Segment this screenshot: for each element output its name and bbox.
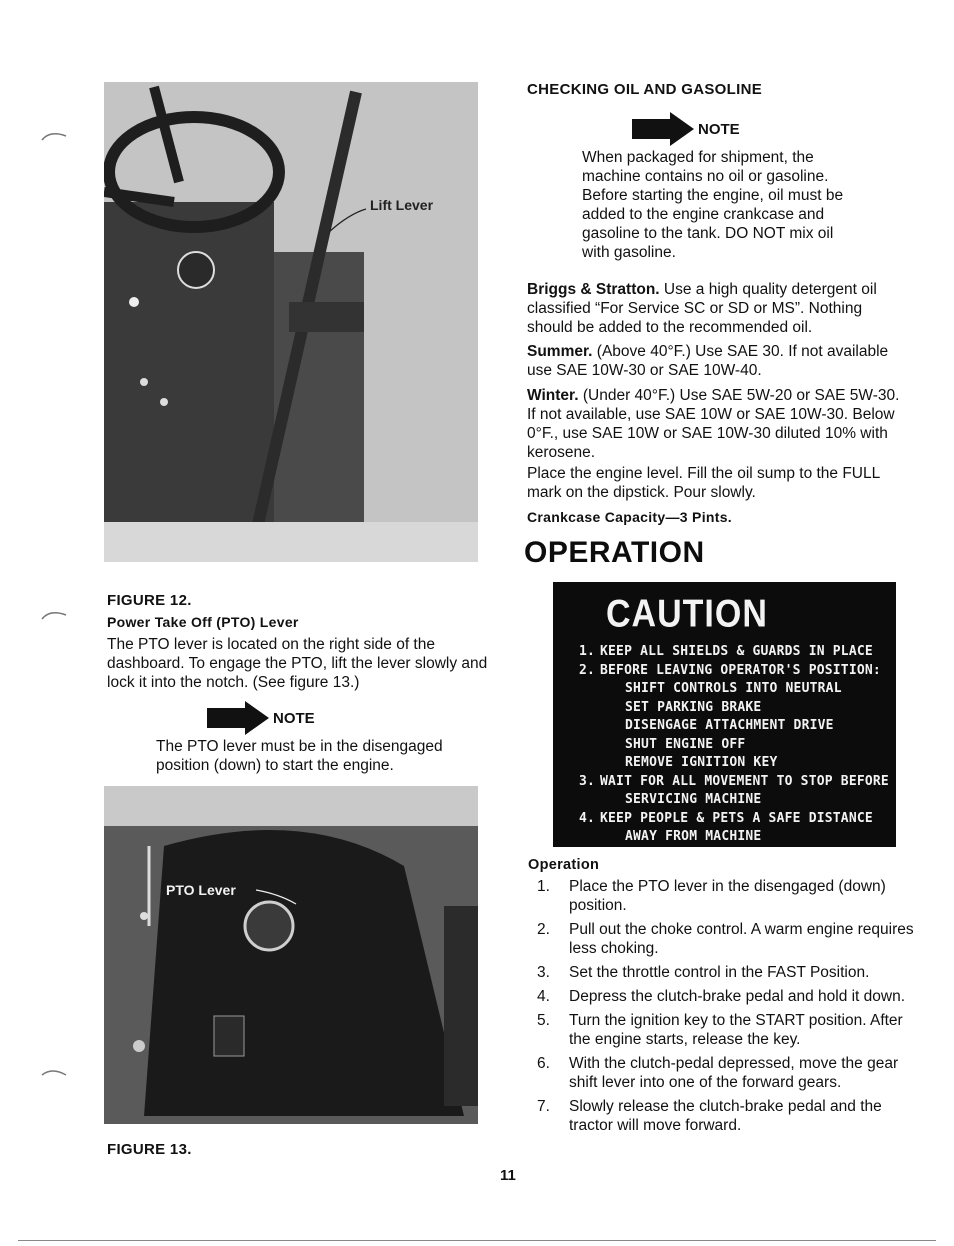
- operation-title: OPERATION: [524, 536, 705, 569]
- summer-label: Summer.: [527, 343, 593, 360]
- summer-text: (Above 40°F.) Use SAE 30. If not available use SAE 10W-30 or SAE 10W-40.: [527, 343, 889, 379]
- caution-item-continuation: AWAY FROM MACHINE: [625, 829, 762, 844]
- caution-item: 2. BEFORE LEAVING OPERATOR'S POSITION:: [578, 662, 881, 678]
- caution-subitem: SHIFT CONTROLS INTO NEUTRAL: [625, 681, 842, 696]
- caution-subitem: DISENGAGE ATTACHMENT DRIVE: [625, 718, 834, 733]
- list-item: 5. Turn the ignition key to the START position. After the engine starts, release the key.: [537, 1012, 903, 1048]
- margin-mark: [40, 607, 70, 621]
- pto-lever-subheading: Power Take Off (PTO) Lever: [107, 614, 299, 630]
- briggs-text: Use a high quality detergent oil classified “For Service SC or SD or MS”. Nothing should be added to the recommended oil.: [527, 281, 877, 336]
- note-label: NOTE: [698, 120, 740, 138]
- place-engine-paragraph: Place the engine level. Fill the oil sump to the FULL mark on the dipstick. Pour slowly.: [527, 465, 880, 501]
- list-item: 6. With the clutch-pedal depressed, move the gear shift lever into one of the forward gears.: [537, 1055, 899, 1091]
- figure-13-caption: FIGURE 13.: [107, 1141, 192, 1158]
- list-item: 7. Slowly release the clutch-brake pedal and the tractor will move forward.: [537, 1098, 882, 1134]
- briggs-label: Briggs & Stratton.: [527, 281, 660, 298]
- figure-13-photo: [104, 786, 478, 1124]
- margin-mark: [40, 128, 70, 142]
- pto-lever-illustration: [104, 786, 478, 1124]
- crankcase-capacity: Crankcase Capacity—3 Pints.: [527, 509, 732, 525]
- bottom-rule: [18, 1240, 936, 1241]
- note-callout: [630, 110, 740, 148]
- summer-paragraph: [527, 342, 911, 380]
- figure-12-photo: [104, 82, 478, 562]
- lift-lever-label: Lift Lever: [370, 197, 434, 213]
- operation-steps: [537, 877, 915, 1140]
- note-callout: [205, 699, 315, 737]
- caution-item: 3. WAIT FOR ALL MOVEMENT TO STOP BEFORE: [578, 773, 889, 789]
- caution-item-continuation: SERVICING MACHINE: [625, 792, 762, 807]
- note-text: The PTO lever must be in the disengaged position (down) to start the engine.: [156, 738, 443, 774]
- caution-box: [553, 582, 896, 847]
- list-item: 1. Place the PTO lever in the disengaged (down) position.: [537, 878, 886, 914]
- note-label: NOTE: [273, 709, 315, 727]
- pto-lever-label: PTO Lever: [166, 882, 236, 898]
- caution-subitem: REMOVE IGNITION KEY: [625, 755, 778, 770]
- caution-item: 1. KEEP ALL SHIELDS & GUARDS IN PLACE: [578, 644, 873, 659]
- list-item: 2. Pull out the choke control. A warm engine requires less choking.: [537, 921, 914, 957]
- list-item: 3. Set the throttle control in the FAST Position.: [537, 964, 870, 981]
- page-number: 11: [500, 1167, 516, 1184]
- operation-subheading: Operation: [528, 857, 600, 873]
- caution-list: [553, 643, 896, 847]
- winter-text: (Under 40°F.) Use SAE 5W-20 or SAE 5W-30. If not available, use SAE 10W or SAE 10W-30. Below 0°F., use SAE 10W or SAE 10W-30 diluted 10% with kerosene.: [527, 387, 900, 461]
- checking-oil-heading: CHECKING OIL AND GASOLINE: [527, 81, 763, 98]
- shipment-note-text: When packaged for shipment, the machine contains no oil or gasoline. Before starting the engine, oil must be added to the engine crankcase and gasoline to the tank. DO NOT mix oil with gasoline.: [582, 149, 844, 261]
- caution-title: CAUTION: [606, 592, 768, 636]
- pto-lever-paragraph: The PTO lever is located on the right side of the dashboard. To engage the PTO, lift the lever slowly and lock it into the notch. (See figure 13.): [107, 636, 488, 691]
- figure-12-caption: FIGURE 12.: [107, 592, 192, 609]
- arrow-right-icon: [630, 110, 696, 148]
- arrow-right-icon: [205, 699, 271, 737]
- briggs-paragraph: [527, 280, 911, 337]
- tractor-dashboard-illustration: [104, 82, 478, 562]
- caution-subitem: SHUT ENGINE OFF: [625, 736, 746, 752]
- winter-label: Winter.: [527, 387, 579, 404]
- list-item: 4. Depress the clutch-brake pedal and hold it down.: [537, 988, 906, 1005]
- margin-mark: [40, 1065, 70, 1079]
- winter-paragraph: [527, 386, 911, 462]
- caution-item: 4. KEEP PEOPLE & PETS A SAFE DISTANCE: [578, 810, 873, 826]
- caution-subitem: SET PARKING BRAKE: [625, 699, 762, 715]
